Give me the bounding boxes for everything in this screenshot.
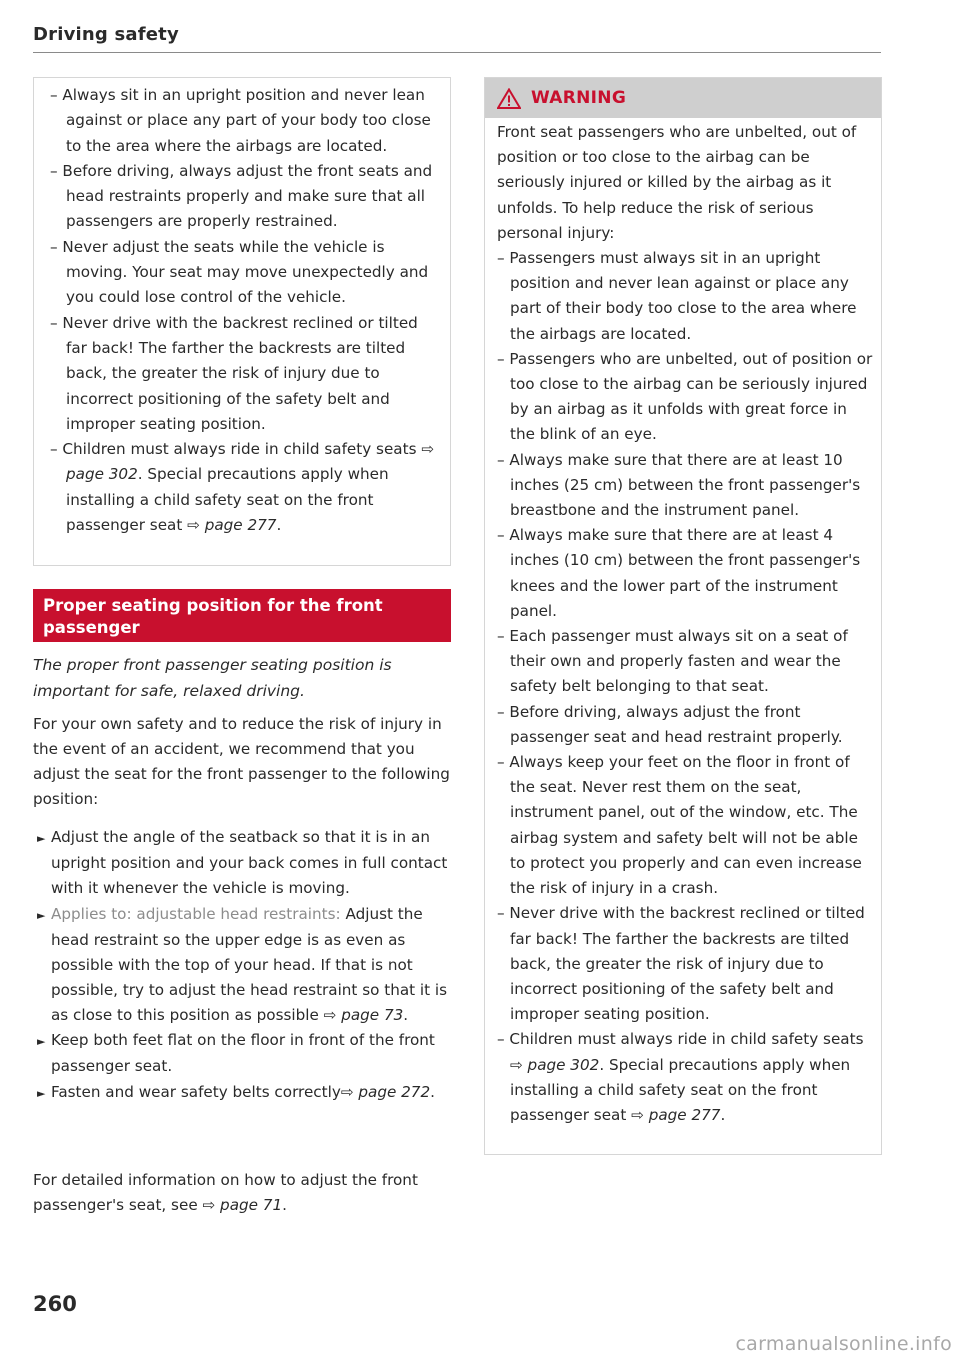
paragraph: For your own safety and to reduce the risk of injury in the event of an accident, we recommend that you adjust the seat for the front passenger to the following position: [33,715,450,808]
step-text: . [403,1005,409,1024]
page-reference-link[interactable]: ⇨ page 71 [202,1196,283,1214]
warning-triangle-icon [497,88,521,113]
left-safety-list [50,83,440,538]
warning-intro: Front seat passengers who are unbelted, out of position or too close to the airbag can be seriously injured or killed by the airbag as it unfolds. To help reduce the risk of serious personal injury: [497,123,857,242]
page-reference-link[interactable]: ⇨ page 302 [510,1055,600,1074]
page-reference-link[interactable]: ⇨ page 302 [66,440,435,484]
page-reference-link[interactable]: ⇨ page 73 [323,1005,404,1024]
warning-header [485,78,881,118]
paragraph-text: . [282,1196,287,1214]
paragraph-text: For detailed information on how to adjust the front passenger's seat, see [33,1171,418,1214]
list-item-text: . Special precautions apply when installing a child safety seat on the front passenger seat [66,465,389,535]
step-item [33,1028,451,1079]
applies-to-note: Applies to: adjustable head restraints: [51,904,341,923]
list-item: – Always sit in an upright position and never lean against or place any part of your body too close to the area where the airbags are located. [50,86,431,155]
list-item-text: . [276,516,282,535]
step-text: Keep both feet flat on the floor in front of the front passenger seat. [51,1031,435,1075]
list-item: – Passengers must always sit in an upright position and never lean against or place any part of their body too close to the area where the airbags are located. [497,249,857,343]
page-number: 260 [33,1292,77,1316]
list-item: – Passengers who are unbelted, out of position or too close to the airbag can be seriously injured by an airbag as it unfolds with great force in the blink of an eye. [497,349,873,444]
watermark: carmanualsonline.info [735,1333,952,1355]
list-item-text: – Children must always ride in child safety seats [50,440,422,459]
list-item: – Before driving, always adjust the front seats and head restraints properly and make sure that all passengers are properly restrained. [50,161,433,231]
list-item: – Before driving, always adjust the front passenger seat and head restraint properly. [497,702,843,746]
list-item: – Always make sure that there are at least 4 inches (10 cm) between the front passenger's knees and the lower part of the instrument panel. [497,526,861,620]
list-item: – Never drive with the backrest reclined or tilted far back! The farther the backrests are tilted back, the greater the risk of injury due to incorrect positioning of the safety belt and improper seating position. [50,313,418,433]
triangle-bullet-icon: ► [37,1035,46,1048]
triangle-bullet-icon: ► [37,832,46,845]
list-item: – Always make sure that there are at least 10 inches (25 cm) between the front passenger's breastbone and the instrument panel. [497,450,861,520]
triangle-bullet-icon: ► [37,1086,46,1100]
list-item: – Never adjust the seats while the vehicle is moving. Your seat may move unexpectedly and you could lose control of the vehicle. [50,237,429,307]
list-item-text: . Special precautions apply when installing a child safety seat on the front passenger seat [510,1055,851,1124]
list-item: – Always keep your feet on the floor in front of the seat. Never rest them on the seat, instrument panel, out of the window, etc. The airbag system and safety belt will not be able to protect you properly and can even increase the risk of injury in a crash. [497,753,862,898]
page-reference-link[interactable]: ⇨ page 277 [187,516,277,535]
list-item-text: . [720,1105,726,1124]
step-text: Adjust the head restraint so the upper edge is as even as possible with the top of your head. If that is not possible, try to adjust the head restraint so that it is as close to this position as possible [51,904,448,1024]
section-intro: The proper front passenger seating position is important for safe, relaxed driving. [33,656,392,700]
paragraph [33,1168,451,1218]
list-item: – Never drive with the backrest reclined or tilted far back! The farther the backrests are tilted back, the greater the risk of injury due to incorrect positioning of the safety belt and improper seating position. [497,904,865,1024]
page-reference-link[interactable]: ⇨ page 272 [340,1082,431,1101]
step-item [33,1080,451,1106]
step-text: . [430,1082,435,1101]
header-divider [33,52,881,53]
warning-body [497,120,875,1128]
section-header-title: Driving safety [33,24,179,45]
step-item [33,902,451,1028]
list-item [50,437,440,538]
step-item [33,825,451,901]
step-list [33,825,451,1106]
list-item-text: – Children must always ride in child safety seats [497,1030,864,1049]
triangle-bullet-icon: ► [37,908,46,922]
section-heading: Proper seating position for the front passenger [33,589,451,642]
step-text: Fasten and wear safety belts correctly [51,1082,341,1101]
list-item: – Each passenger must always sit on a seat of their own and properly fasten and wear the safety belt belonging to that seat. [497,627,848,696]
warning-title: WARNING [531,88,627,108]
list-item [497,1027,875,1128]
page-reference-link[interactable]: ⇨ page 277 [631,1105,721,1124]
step-text: Adjust the angle of the seatback so that it is in an upright position and your back comes in full contact with it whenever the vehicle is moving. [51,828,448,897]
